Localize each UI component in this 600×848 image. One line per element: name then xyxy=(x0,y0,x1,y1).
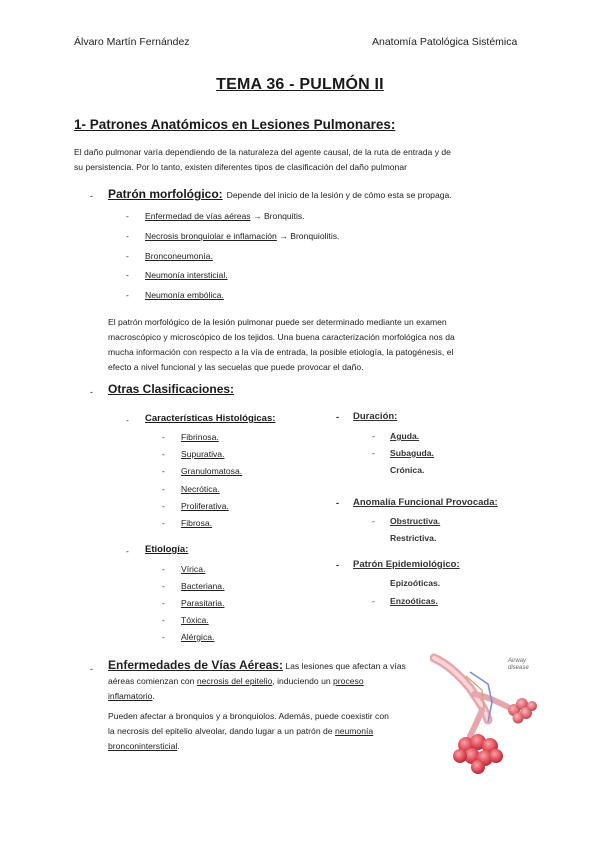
duracion-item: Aguda. xyxy=(390,431,420,441)
list-item: - xyxy=(372,596,375,606)
lung-airway-icon xyxy=(430,650,550,775)
dash-bullet: - xyxy=(90,387,93,397)
intro-line: su persistencia. Por lo tanto, existen diferentes tipos de clasificación del daño pulmonar xyxy=(74,162,407,172)
list-item: - xyxy=(126,251,129,261)
histo-item: Fibrinosa. xyxy=(181,432,219,442)
list-item xyxy=(145,211,305,221)
patron-item-text: Necrosis bronquiolar e inflamación xyxy=(145,231,277,241)
list-item: - xyxy=(162,432,165,442)
epidemio-item: Epizoóticas. xyxy=(390,578,441,588)
etio-item: Tóxica. xyxy=(181,615,209,625)
histo-item: Supurativa. xyxy=(181,449,225,459)
patron-para-line: El patrón morfológico de la lesión pulmonar puede ser determinado mediante un examen xyxy=(108,317,447,327)
patron-line xyxy=(108,187,452,201)
etio-item: Bacteriana. xyxy=(181,581,225,591)
list-item: - xyxy=(126,415,129,425)
patron-desc: Depende del inicio de la lesión y de cómo esta se propaga. xyxy=(226,190,452,200)
list-item xyxy=(145,270,228,280)
dash-bullet: - xyxy=(336,498,339,508)
section-heading: 1- Patrones Anatómicos en Lesiones Pulmonares: xyxy=(74,117,396,132)
vias-underlined: bronconintersticial xyxy=(108,741,178,751)
vias-text: Las lesiones que afectan a vías xyxy=(285,661,406,671)
epidemiologico-label: Patrón Epidemiológico: xyxy=(353,559,460,570)
duracion-label: Duración: xyxy=(353,411,398,422)
list-item: - xyxy=(126,546,129,556)
list-item: - xyxy=(372,516,375,526)
otras-label: Otras Clasificaciones: xyxy=(108,382,235,396)
list-item: - xyxy=(162,466,165,476)
airway-illustration xyxy=(430,650,550,775)
list-item: - xyxy=(372,431,375,441)
vias-text: . xyxy=(177,741,180,751)
list-item xyxy=(145,251,213,261)
page-title: TEMA 36 - PULMÓN II xyxy=(216,76,384,93)
vias-text: Pueden afectar a bronquios y a bronquiolos. Además, puede coexistir con xyxy=(108,711,389,721)
patron-para-line: mucha información con respecto a la vía de entrada, la posible etiología, la patogénesis, el xyxy=(108,347,454,357)
duracion-item: Subaguda. xyxy=(390,448,434,458)
list-item: - xyxy=(162,484,165,494)
vias-text: . xyxy=(152,691,155,701)
epidemio-item: Enzoóticas. xyxy=(390,596,438,606)
figure-caption-line: Airway xyxy=(508,658,527,664)
dash-bullet: - xyxy=(336,560,339,570)
list-item: - xyxy=(126,290,129,300)
vias-block xyxy=(108,658,448,754)
intro-paragraph xyxy=(74,145,534,175)
vias-text: , induciendo un xyxy=(272,676,334,686)
list-item: - xyxy=(162,615,165,625)
vias-text: aéreas comienzan con xyxy=(108,676,197,686)
list-item: - xyxy=(162,564,165,574)
patron-item-text: Enfermedad de vías aéreas xyxy=(145,211,251,221)
list-item: - xyxy=(162,598,165,608)
vias-underlined: neumonía xyxy=(334,726,374,736)
list-item: - xyxy=(126,211,129,221)
dash-bullet: - xyxy=(90,664,93,674)
histo-item: Granulomatosa. xyxy=(181,466,243,476)
list-item xyxy=(145,231,339,241)
patron-item-text: Neumonía intersticial. xyxy=(145,270,228,280)
list-item: - xyxy=(162,501,165,511)
list-item xyxy=(145,290,224,300)
list-item: - xyxy=(162,581,165,591)
patron-item-suffix: → Bronquiolitis. xyxy=(276,231,340,241)
duracion-item: Crónica. xyxy=(390,465,425,475)
list-item: - xyxy=(126,270,129,280)
histo-item: Proliferativa. xyxy=(181,501,229,511)
histo-item: Fibrosa. xyxy=(181,518,213,528)
histologicas-label: Características Histológicas: xyxy=(145,413,276,424)
etio-item: Vírica. xyxy=(181,564,206,574)
figure-caption-line: disease xyxy=(508,665,529,671)
patron-paragraph xyxy=(108,315,528,375)
figure-caption xyxy=(508,658,529,672)
list-item: - xyxy=(162,632,165,642)
patron-item-text: Bronconeumonía. xyxy=(145,251,213,261)
etio-item: Alérgica. xyxy=(181,632,215,642)
list-item: - xyxy=(162,449,165,459)
vias-underlined: necrosis del epitelio xyxy=(196,676,273,686)
header-author: Álvaro Martín Fernández xyxy=(74,36,190,48)
list-item: - xyxy=(126,231,129,241)
patron-item-text: Neumonía embólica. xyxy=(145,290,224,300)
dash-bullet: - xyxy=(336,412,339,422)
etiologia-label: Etiología: xyxy=(145,544,189,555)
dash-bullet: - xyxy=(90,191,93,201)
histo-item: Necrótica. xyxy=(181,484,220,494)
etio-item: Parasitaria. xyxy=(181,598,225,608)
vias-text: la necrosis del epitelio alveolar, dando lugar a un patrón de xyxy=(108,726,335,736)
list-item: - xyxy=(162,518,165,528)
anomalia-item: Restrictiva. xyxy=(390,533,437,543)
vias-underlined: inflamatorio xyxy=(108,691,153,701)
list-item: - xyxy=(372,448,375,458)
patron-para-line: efecto a nivel funcional y las secuelas que puede provocar el daño. xyxy=(108,362,364,372)
patron-label: Patrón morfológico: xyxy=(108,187,223,201)
patron-para-line: macroscópico y microscópico de los tejidos. Una buena caracterización morfológica nos da xyxy=(108,332,455,342)
anomalia-label: Anomalía Funcional Provocada: xyxy=(353,497,498,508)
vias-label: Enfermedades de Vías Aéreas: xyxy=(108,658,283,672)
header-subject: Anatomía Patológica Sistémica xyxy=(372,36,518,48)
vias-underlined: proceso xyxy=(333,676,364,686)
anomalia-item: Obstructiva. xyxy=(390,516,441,526)
patron-item-suffix: → Bronquitis. xyxy=(250,211,305,221)
intro-line: El daño pulmonar varía dependiendo de la naturaleza del agente causal, de la ruta de entrada y de xyxy=(74,147,451,157)
